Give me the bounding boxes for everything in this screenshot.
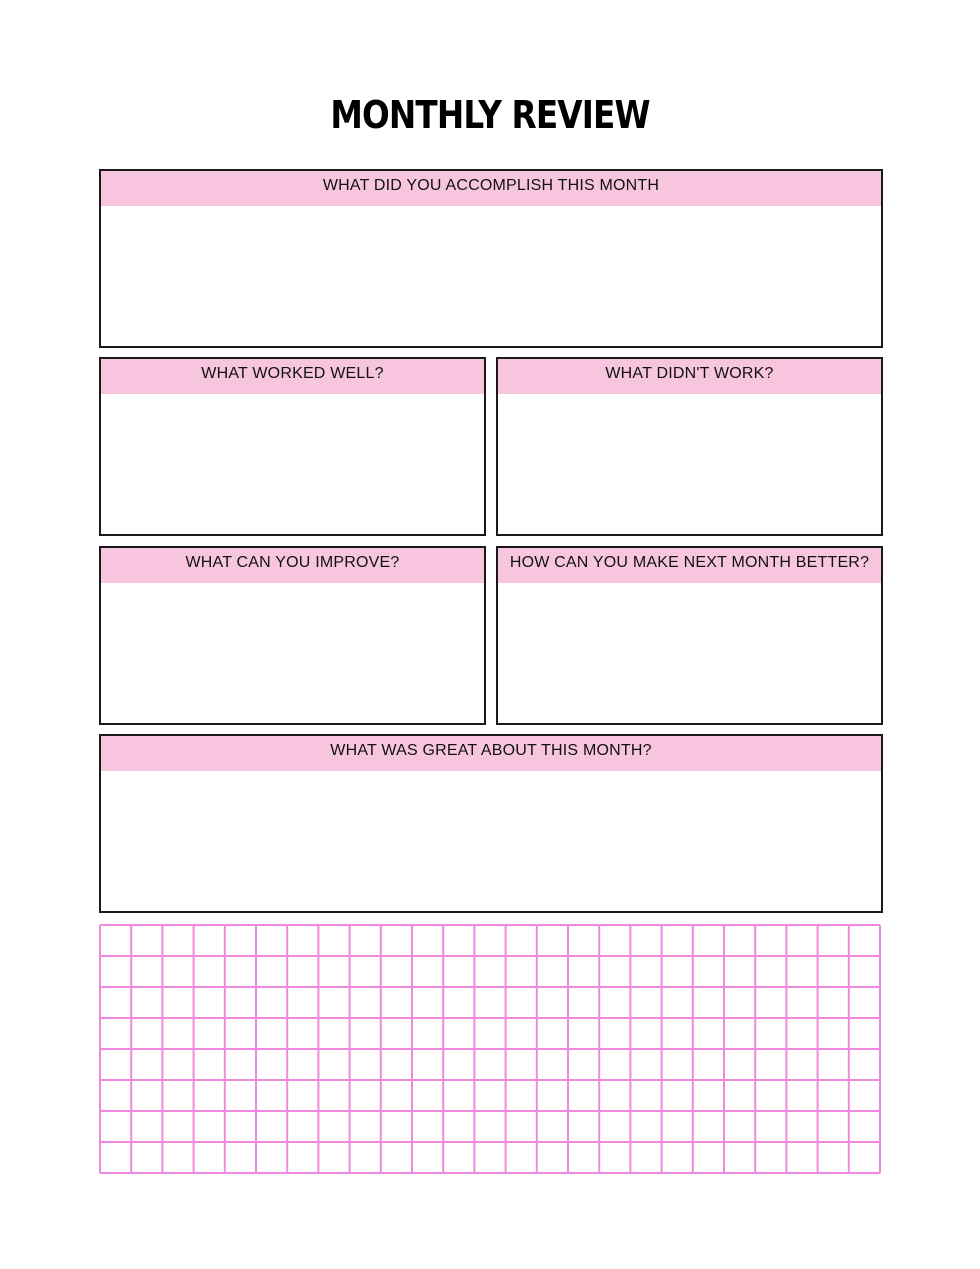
worked-well-section bbox=[99, 357, 486, 536]
improve-writing-area[interactable] bbox=[101, 583, 484, 723]
didnt-work-header: WHAT DIDN'T WORK? bbox=[498, 359, 881, 394]
great-header: WHAT WAS GREAT ABOUT THIS MONTH? bbox=[101, 736, 881, 771]
page-title: MONTHLY REVIEW bbox=[330, 93, 650, 137]
worked-well-writing-area[interactable] bbox=[101, 394, 484, 534]
didnt-work-writing-area[interactable] bbox=[498, 394, 881, 534]
accomplish-header: WHAT DID YOU ACCOMPLISH THIS MONTH bbox=[101, 171, 881, 206]
didnt-work-section bbox=[496, 357, 883, 536]
improve-header: WHAT CAN YOU IMPROVE? bbox=[101, 548, 484, 583]
next-month-header: HOW CAN YOU MAKE NEXT MONTH BETTER? bbox=[498, 548, 881, 583]
accomplish-writing-area[interactable] bbox=[101, 206, 881, 346]
worked-well-header: WHAT WORKED WELL? bbox=[101, 359, 484, 394]
great-writing-area[interactable] bbox=[101, 771, 881, 911]
great-section bbox=[99, 734, 883, 913]
pink-grid-notes[interactable] bbox=[99, 924, 881, 1174]
next-month-writing-area[interactable] bbox=[498, 583, 881, 723]
accomplish-section bbox=[99, 169, 883, 348]
improve-section bbox=[99, 546, 486, 725]
next-month-section bbox=[496, 546, 883, 725]
